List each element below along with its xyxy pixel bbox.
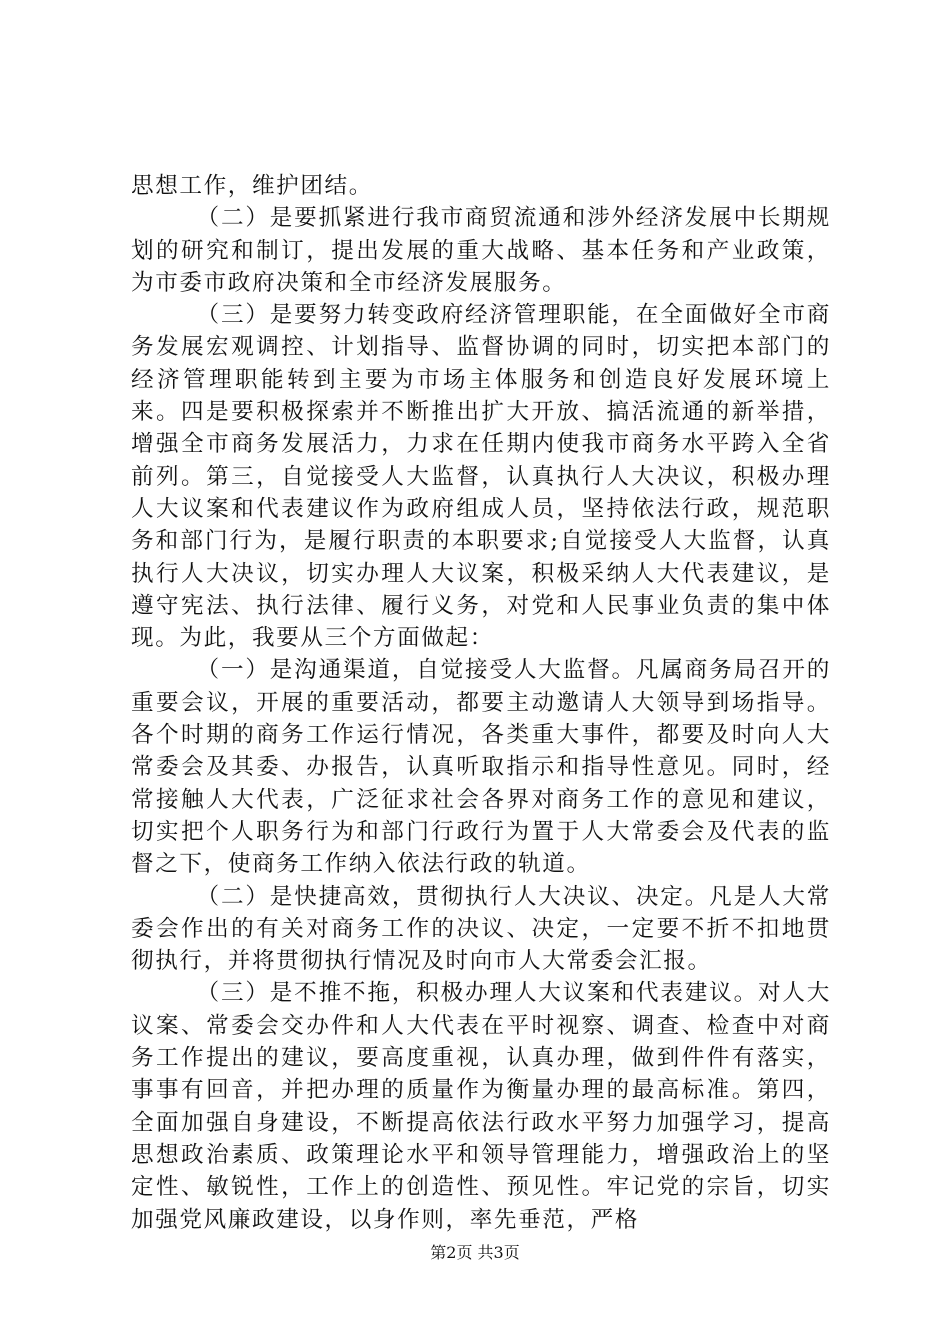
paragraph: （三）是不推不拖，积极办理人大议案和代表建议。对人大议案、常委会交办件和人大代表在平时视察、调查、检查中对商务工作提出的建议，要高度重视，认真办理，做到件件有落实，事事有回音，并把办理的质量作为衡量办理的最高标准。第四，全面加强自身建设，不断提高依法行政水平努力加强学习，提高思想政治素质、政策理论水平和领导管理能力，增强政治上的坚定性、敏锐性，工作上的创造性、预见性。牢记党的宗旨，切实加强党风廉政建设，以身作则，率先垂范，严格: [131, 980, 831, 1233]
paragraph: （二）是快捷高效，贯彻执行人大决议、决定。凡是人大常委会作出的有关对商务工作的决议、决定，一定要不折不扣地贯彻执行，并将贯彻执行情况及时向市人大常委会汇报。: [131, 883, 831, 975]
document-body: [131, 170, 831, 1236]
paragraph: （三）是要努力转变政府经济管理职能，在全面做好全市商务发展宏观调控、计划指导、监督协调的同时，切实把本部门的经济管理职能转到主要为市场主体服务和创造良好发展环境上来。四是要积极探索并不断推出扩大开放、搞活流通的新举措，增强全市商务发展活力，力求在任期内使我市商务水平跨入全省前列。第三，自觉接受人大监督，认真执行人大决议，积极办理人大议案和代表建议作为政府组成人员，坚持依法行政，规范职务和部门行为，是履行职责的本职要求;自觉接受人大监督，认真执行人大决议，切实办理人大议案，积极采纳人大代表建议，是遵守宪法、执行法律、履行义务，对党和人民事业负责的集中体现。为此，我要从三个方面做起：: [131, 302, 831, 652]
page-footer: [0, 1243, 950, 1263]
paragraph: （一）是沟通渠道，自觉接受人大监督。凡属商务局召开的重要会议，开展的重要活动，都要主动邀请人大领导到场指导。各个时期的商务工作运行情况，各类重大事件，都要及时向人大常委会及其委、办报告，认真听取指示和指导性意见。同时，经常接触人大代表，广泛征求社会各界对商务工作的意见和建议，切实把个人职务行为和部门行政行为置于人大常委会及代表的监督之下，使商务工作纳入依法行政的轨道。: [131, 657, 831, 878]
paragraph: 思想工作，维护团结。: [131, 173, 373, 199]
page-number: 第2页 共3页: [430, 1243, 520, 1262]
paragraph: （二）是要抓紧进行我市商贸流通和涉外经济发展中长期规划的研究和制订，提出发展的重大战略、基本任务和产业政策，为市委市政府决策和全市经济发展服务。: [131, 205, 831, 296]
